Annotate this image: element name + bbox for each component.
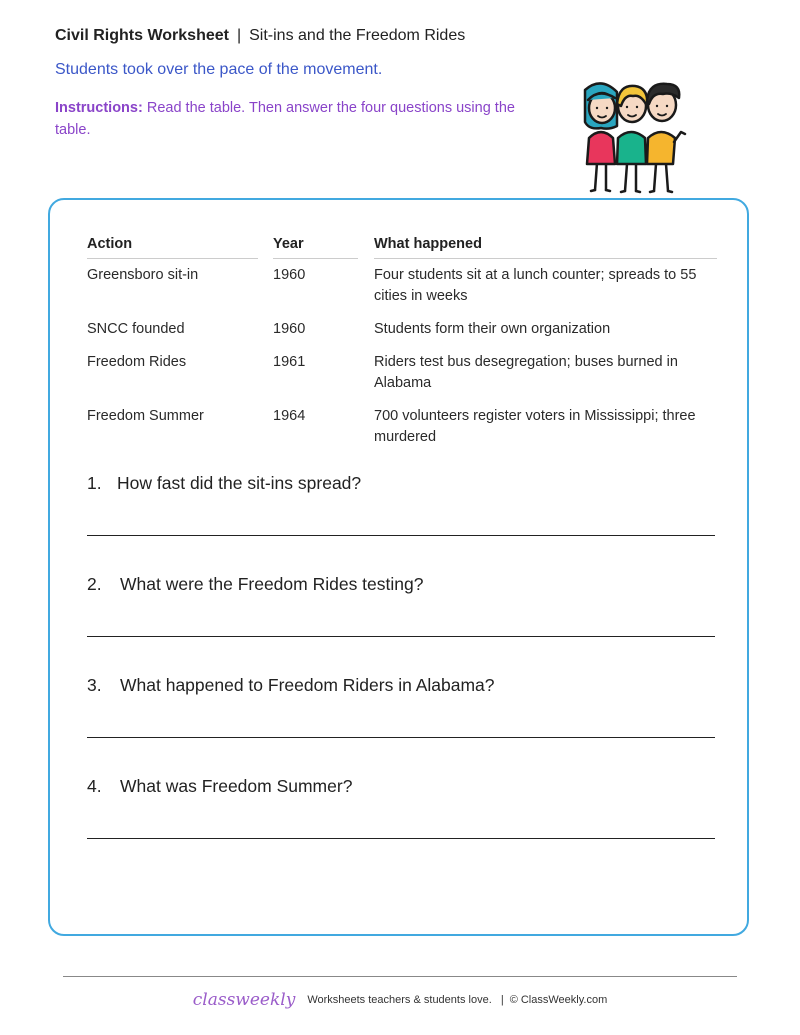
cell-what-happened: Students form their own organization	[374, 321, 611, 337]
instructions-label: Instructions:	[55, 100, 143, 116]
cell-what-happened: Four students sit at a lunch counter; spreads to 55 cities in weeks	[374, 267, 697, 304]
question-number: 4.	[87, 776, 102, 796]
question-number: 2.	[87, 574, 102, 594]
cell-year: 1960	[273, 321, 306, 337]
column-gap	[358, 236, 374, 259]
cell-action: Greensboro sit-in	[87, 267, 199, 283]
question-text	[87, 574, 717, 595]
footer-divider	[63, 976, 737, 977]
question-1	[87, 473, 717, 543]
answer-line[interactable]	[87, 737, 715, 738]
answer-line[interactable]	[87, 636, 715, 637]
answer-line[interactable]	[87, 838, 715, 839]
question-text	[87, 776, 717, 797]
question-4	[87, 776, 717, 846]
page-footer	[0, 990, 800, 1010]
header-separator: |	[236, 27, 242, 44]
question-number: 3.	[87, 675, 102, 695]
question-prompt: What were the Freedom Rides testing?	[120, 574, 424, 594]
cell-year: 1964	[273, 408, 306, 424]
table-row	[87, 400, 717, 454]
footer-copyright: © ClassWeekly.com	[509, 994, 608, 1006]
question-text	[87, 473, 717, 494]
cell-action: Freedom Summer	[87, 408, 204, 424]
three-kids-illustration	[575, 78, 693, 198]
column-gap	[258, 236, 273, 259]
instructions-text: Read the table. Then answer the four questions using the table.	[55, 100, 515, 138]
question-3	[87, 675, 717, 745]
cell-year: 1961	[273, 354, 306, 370]
table-row	[87, 346, 717, 400]
cell-year: 1960	[273, 267, 306, 283]
instructions	[55, 97, 535, 141]
cell-what-happened: Riders test bus desegregation; buses burned in Alabama	[374, 354, 678, 391]
worksheet-header	[55, 27, 465, 45]
table-row	[87, 313, 717, 346]
brand-logo: classweekly	[192, 990, 296, 1010]
worksheet-title: Civil Rights Worksheet	[55, 27, 229, 44]
footer-separator: |	[500, 994, 504, 1006]
table-row	[87, 259, 717, 313]
question-prompt: What happened to Freedom Riders in Alabama?	[120, 675, 495, 695]
worksheet-card	[48, 198, 749, 936]
table-header-row	[87, 236, 717, 259]
question-prompt: What was Freedom Summer?	[120, 776, 353, 796]
cell-what-happened: 700 volunteers register voters in Mississippi; three murdered	[374, 408, 696, 445]
question-text	[87, 675, 717, 696]
column-header-year: Year	[273, 236, 358, 259]
cell-action: Freedom Rides	[87, 354, 187, 370]
worksheet-subtitle: Students took over the pace of the movement.	[55, 61, 383, 78]
question-number: 1.	[87, 473, 102, 493]
question-prompt: How fast did the sit-ins spread?	[117, 473, 362, 493]
question-2	[87, 574, 717, 644]
footer-tagline: Worksheets teachers & students love.	[307, 994, 492, 1006]
events-table	[87, 236, 717, 454]
column-header-action: Action	[87, 236, 258, 259]
column-header-what-happened: What happened	[374, 236, 717, 259]
worksheet-topic: Sit-ins and the Freedom Rides	[249, 27, 466, 44]
cell-action: SNCC founded	[87, 321, 185, 337]
answer-line[interactable]	[87, 535, 715, 536]
